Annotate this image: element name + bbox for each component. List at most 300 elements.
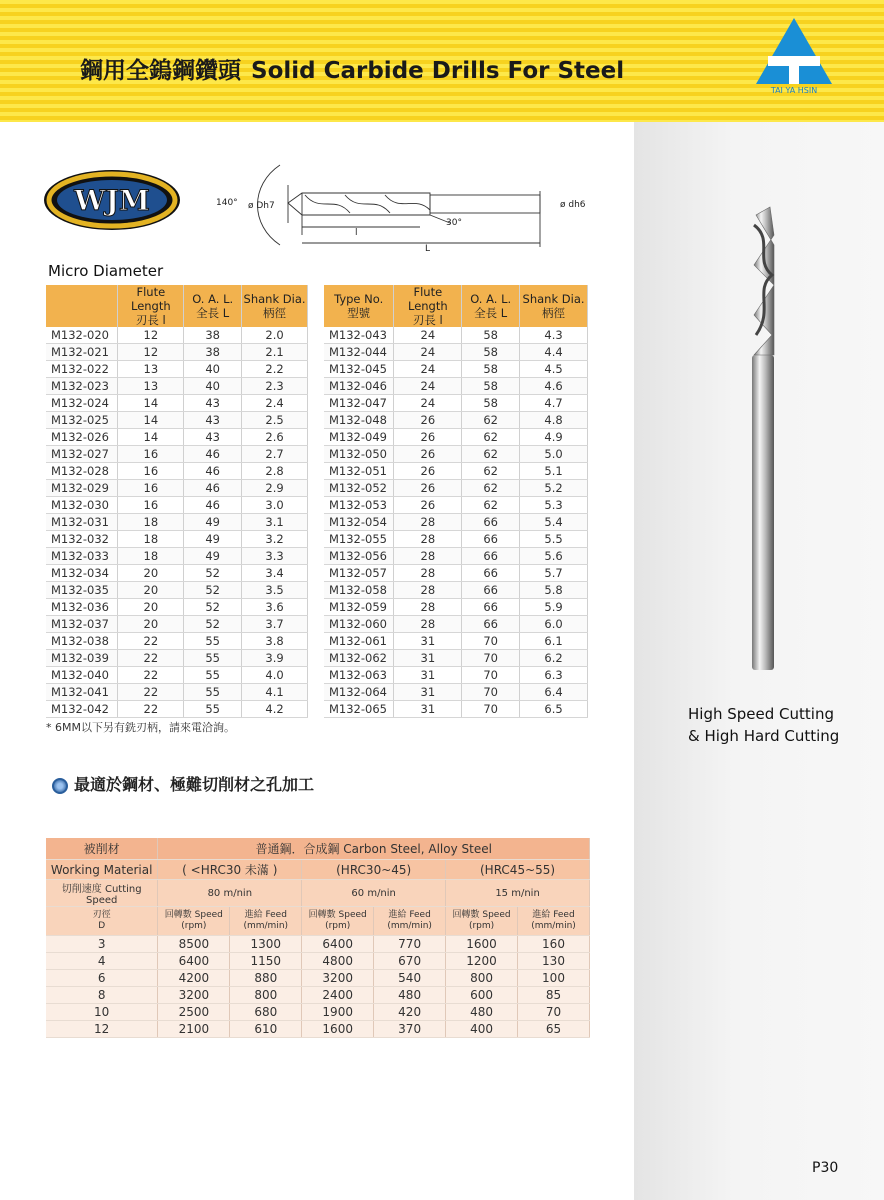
type-no-cell: M132-040 <box>46 667 118 684</box>
shank-dia-cell: 5.4 <box>520 514 588 531</box>
cutting-conditions-table <box>46 838 590 1038</box>
oal-cell: 46 <box>184 446 242 463</box>
oal-cell: 66 <box>462 531 520 548</box>
rpm-cell: 4200 <box>158 970 230 987</box>
wjm-logo-text: WJM <box>74 184 150 217</box>
table-row <box>324 446 588 463</box>
shank-dia-cell: 2.4 <box>242 395 308 412</box>
flute-length-cell: 24 <box>394 344 462 361</box>
table-row <box>324 684 588 701</box>
flute-length-cell: 26 <box>394 480 462 497</box>
flute-length-cell: 31 <box>394 633 462 650</box>
shank-dia-cell: 4.4 <box>520 344 588 361</box>
oal-cell: 55 <box>184 684 242 701</box>
shank-dia-cell: 6.0 <box>520 616 588 633</box>
type-no-cell: M132-035 <box>46 582 118 599</box>
flute-length-cell: 26 <box>394 429 462 446</box>
shank-dia-cell: 4.9 <box>520 429 588 446</box>
oal-cell: 70 <box>462 650 520 667</box>
shank-dia-cell: 5.6 <box>520 548 588 565</box>
bullet-icon <box>52 778 68 794</box>
diameter-cell: 10 <box>46 1004 158 1021</box>
rpm-cell: 2400 <box>302 987 374 1004</box>
oal-cell: 49 <box>184 531 242 548</box>
shank-dia-cell: 2.2 <box>242 361 308 378</box>
shank-dia-cell: 6.1 <box>520 633 588 650</box>
table-row <box>324 667 588 684</box>
type-no-cell: M132-063 <box>324 667 394 684</box>
page-title <box>80 52 624 85</box>
flute-length-cell: 28 <box>394 531 462 548</box>
drill-photo-icon <box>744 205 784 675</box>
shank-dia-cell: 4.6 <box>520 378 588 395</box>
shank-dia-cell: 3.7 <box>242 616 308 633</box>
shank-dia-cell: 5.9 <box>520 599 588 616</box>
type-no-cell: M132-029 <box>46 480 118 497</box>
feed-cell: 680 <box>230 1004 302 1021</box>
oal-cell: 52 <box>184 582 242 599</box>
shank-dia-cell: 5.2 <box>520 480 588 497</box>
helix-label: 30° <box>446 218 462 228</box>
type-no-cell: M132-054 <box>324 514 394 531</box>
rpm-cell: 8500 <box>158 936 230 953</box>
speed-2: 60 m/nin <box>302 880 446 907</box>
rpm-cell: 400 <box>446 1021 518 1038</box>
angle-label: 140° <box>216 198 238 208</box>
rpm-cell: 600 <box>446 987 518 1004</box>
table-row <box>324 531 588 548</box>
spec-table-left <box>46 285 308 718</box>
type-no-cell: M132-062 <box>324 650 394 667</box>
table-row <box>46 970 590 987</box>
flute-length-cell: 28 <box>394 582 462 599</box>
rpm-header: 回轉數 Speed (rpm) <box>446 907 518 936</box>
rpm-cell: 480 <box>446 1004 518 1021</box>
oal-cell: 70 <box>462 633 520 650</box>
speed-label: 切削速度 Cutting Speed <box>46 880 158 907</box>
shank-dia-cell: 6.2 <box>520 650 588 667</box>
shank-dia-cell: 2.3 <box>242 378 308 395</box>
oal-cell: 52 <box>184 599 242 616</box>
diameter-header: 刃徑 D <box>46 907 158 936</box>
type-no-cell: M132-023 <box>46 378 118 395</box>
shank-dia-cell: 6.5 <box>520 701 588 718</box>
diameter-cell: 12 <box>46 1021 158 1038</box>
table-row <box>324 565 588 582</box>
hardness-group-3: (HRC45~55) <box>446 860 590 880</box>
flute-length-label: l <box>355 228 358 238</box>
type-no-cell: M132-065 <box>324 701 394 718</box>
flute-length-cell: 22 <box>118 650 184 667</box>
oal-cell: 66 <box>462 565 520 582</box>
table-row <box>46 412 308 429</box>
feed-cell: 770 <box>374 936 446 953</box>
flute-length-cell: 24 <box>394 378 462 395</box>
diameter-cell: 8 <box>46 987 158 1004</box>
feed-cell: 800 <box>230 987 302 1004</box>
type-no-cell: M132-047 <box>324 395 394 412</box>
flute-length-cell: 28 <box>394 548 462 565</box>
oal-cell: 43 <box>184 395 242 412</box>
type-no-cell: M132-041 <box>46 684 118 701</box>
shank-dia-cell: 5.7 <box>520 565 588 582</box>
oal-cell: 62 <box>462 497 520 514</box>
type-no-cell: M132-028 <box>46 463 118 480</box>
material-en: Working Material <box>46 860 158 880</box>
oal-cell: 58 <box>462 361 520 378</box>
feed-cell: 65 <box>518 1021 590 1038</box>
oal-cell: 46 <box>184 497 242 514</box>
table-row <box>46 633 308 650</box>
type-no-cell: M132-045 <box>324 361 394 378</box>
type-no-cell: M132-053 <box>324 497 394 514</box>
table-row <box>324 344 588 361</box>
type-no-cell: M132-031 <box>46 514 118 531</box>
table-row <box>46 565 308 582</box>
feed-cell: 480 <box>374 987 446 1004</box>
flute-length-cell: 16 <box>118 446 184 463</box>
shank-dia-cell: 3.5 <box>242 582 308 599</box>
table-row <box>324 361 588 378</box>
type-no-cell: M132-055 <box>324 531 394 548</box>
table-row <box>324 701 588 718</box>
flute-length-cell: 13 <box>118 378 184 395</box>
oal-cell: 62 <box>462 480 520 497</box>
flute-length-cell: 16 <box>118 497 184 514</box>
table-row <box>46 480 308 497</box>
type-no-cell: M132-044 <box>324 344 394 361</box>
spec-table-right <box>324 285 588 718</box>
oal-cell: 40 <box>184 361 242 378</box>
feed-cell: 130 <box>518 953 590 970</box>
type-no-cell: M132-033 <box>46 548 118 565</box>
table-row <box>46 395 308 412</box>
shank-dia-cell: 4.1 <box>242 684 308 701</box>
side-caption-line2: & High Hard Cutting <box>688 727 840 745</box>
oal-cell: 43 <box>184 429 242 446</box>
table-row <box>324 429 588 446</box>
flute-header: Flute Length 刃長 l <box>118 285 184 327</box>
feed-cell: 670 <box>374 953 446 970</box>
shank-dia-cell: 6.4 <box>520 684 588 701</box>
flute-length-cell: 26 <box>394 412 462 429</box>
feed-cell: 610 <box>230 1021 302 1038</box>
rpm-cell: 3200 <box>302 970 374 987</box>
steel-header: 普通鋼．合成鋼 Carbon Steel, Alloy Steel <box>158 838 590 860</box>
flute-length-cell: 26 <box>394 497 462 514</box>
flute-length-cell: 26 <box>394 446 462 463</box>
page-number: P30 <box>812 1160 839 1176</box>
dh6-label: ø dh6 <box>560 200 586 210</box>
shank-dia-cell: 4.0 <box>242 667 308 684</box>
table-row <box>46 616 308 633</box>
type-no-cell: M132-061 <box>324 633 394 650</box>
shank-dia-cell: 3.2 <box>242 531 308 548</box>
table-row <box>46 531 308 548</box>
shank-dia-cell: 4.2 <box>242 701 308 718</box>
table-row <box>324 616 588 633</box>
shank-dia-cell: 2.1 <box>242 344 308 361</box>
table-row <box>46 599 308 616</box>
flute-length-cell: 12 <box>118 327 184 344</box>
type-no-cell: M132-056 <box>324 548 394 565</box>
flute-length-cell: 28 <box>394 514 462 531</box>
type-no-cell: M132-027 <box>46 446 118 463</box>
type-header <box>46 285 118 327</box>
feed-header: 進給 Feed (mm/min) <box>518 907 590 936</box>
table-row <box>46 1004 590 1021</box>
rpm-cell: 2500 <box>158 1004 230 1021</box>
type-no-cell: M132-034 <box>46 565 118 582</box>
feed-header: 進給 Feed (mm/min) <box>374 907 446 936</box>
shank-dia-cell: 2.7 <box>242 446 308 463</box>
feed-cell: 540 <box>374 970 446 987</box>
oal-header: O. A. L. 全長 L <box>184 285 242 327</box>
flute-length-cell: 24 <box>394 361 462 378</box>
flute-length-cell: 22 <box>118 701 184 718</box>
oal-cell: 43 <box>184 412 242 429</box>
shank-dia-cell: 3.8 <box>242 633 308 650</box>
rpm-cell: 1200 <box>446 953 518 970</box>
oal-cell: 55 <box>184 701 242 718</box>
type-no-cell: M132-048 <box>324 412 394 429</box>
table-row <box>324 548 588 565</box>
oal-cell: 62 <box>462 463 520 480</box>
table-row <box>46 987 590 1004</box>
flute-length-cell: 16 <box>118 480 184 497</box>
type-no-cell: M132-042 <box>46 701 118 718</box>
flute-length-cell: 31 <box>394 684 462 701</box>
flute-length-cell: 12 <box>118 344 184 361</box>
oal-cell: 52 <box>184 565 242 582</box>
rpm-cell: 1900 <box>302 1004 374 1021</box>
table-row <box>324 633 588 650</box>
oal-cell: 70 <box>462 701 520 718</box>
oal-cell: 66 <box>462 616 520 633</box>
feed-cell: 85 <box>518 987 590 1004</box>
type-no-cell: M132-058 <box>324 582 394 599</box>
type-no-cell: M132-057 <box>324 565 394 582</box>
drill-diagram <box>210 155 610 255</box>
diameter-cell: 4 <box>46 953 158 970</box>
table-row <box>324 599 588 616</box>
type-no-cell: M132-051 <box>324 463 394 480</box>
table-row <box>324 327 588 344</box>
flute-length-cell: 28 <box>394 599 462 616</box>
title-zh: 鋼用全鎢鋼鑽頭 <box>80 58 241 84</box>
type-no-cell: M132-052 <box>324 480 394 497</box>
oal-cell: 58 <box>462 327 520 344</box>
oal-cell: 55 <box>184 633 242 650</box>
table-row <box>46 361 308 378</box>
table-row <box>324 480 588 497</box>
oal-header: O. A. L. 全長 L <box>462 285 520 327</box>
flute-length-cell: 22 <box>118 667 184 684</box>
shank-dia-cell: 2.0 <box>242 327 308 344</box>
shank-dia-cell: 2.9 <box>242 480 308 497</box>
oal-cell: 58 <box>462 378 520 395</box>
table-row <box>46 953 590 970</box>
rpm-cell: 800 <box>446 970 518 987</box>
shank-dia-cell: 3.6 <box>242 599 308 616</box>
shank-header: Shank Dia. 柄徑 <box>520 285 588 327</box>
oal-cell: 70 <box>462 667 520 684</box>
oal-cell: 55 <box>184 650 242 667</box>
table-row <box>324 650 588 667</box>
shank-dia-cell: 3.4 <box>242 565 308 582</box>
oal-cell: 55 <box>184 667 242 684</box>
flute-length-cell: 22 <box>118 633 184 650</box>
rpm-cell: 6400 <box>302 936 374 953</box>
type-no-cell: M132-049 <box>324 429 394 446</box>
flute-length-cell: 31 <box>394 701 462 718</box>
flute-length-cell: 28 <box>394 616 462 633</box>
rpm-header: 回轉數 Speed (rpm) <box>158 907 230 936</box>
shank-dia-cell: 2.5 <box>242 412 308 429</box>
table-row <box>46 667 308 684</box>
material-zh: 被削材 <box>46 838 158 860</box>
oal-cell: 49 <box>184 514 242 531</box>
type-no-cell: M132-026 <box>46 429 118 446</box>
type-no-cell: M132-020 <box>46 327 118 344</box>
oal-cell: 62 <box>462 412 520 429</box>
oal-cell: 49 <box>184 548 242 565</box>
flute-length-cell: 18 <box>118 531 184 548</box>
feed-cell: 100 <box>518 970 590 987</box>
feed-cell: 370 <box>374 1021 446 1038</box>
type-no-cell: M132-022 <box>46 361 118 378</box>
table-row <box>46 1021 590 1038</box>
type-no-cell: M132-060 <box>324 616 394 633</box>
type-no-cell: M132-024 <box>46 395 118 412</box>
type-no-cell: M132-030 <box>46 497 118 514</box>
flute-length-cell: 13 <box>118 361 184 378</box>
feature-heading <box>52 772 314 795</box>
table-row <box>46 378 308 395</box>
speed-3: 15 m/nin <box>446 880 590 907</box>
rpm-cell: 3200 <box>158 987 230 1004</box>
side-caption-line1: High Speed Cutting <box>688 705 834 723</box>
table-row <box>46 936 590 953</box>
shank-dia-cell: 2.8 <box>242 463 308 480</box>
table-row <box>46 344 308 361</box>
type-no-cell: M132-059 <box>324 599 394 616</box>
oal-cell: 52 <box>184 616 242 633</box>
table-row <box>46 701 308 718</box>
feed-cell: 160 <box>518 936 590 953</box>
brand-name: TAI YA HSIN <box>770 86 818 95</box>
table-row <box>46 548 308 565</box>
shank-dia-cell: 4.3 <box>520 327 588 344</box>
table-row <box>324 412 588 429</box>
diameter-cell: 6 <box>46 970 158 987</box>
feed-cell: 1150 <box>230 953 302 970</box>
shank-dia-cell: 3.1 <box>242 514 308 531</box>
type-header: Type No. 型號 <box>324 285 394 327</box>
section-label: Micro Diameter <box>48 262 164 280</box>
type-no-cell: M132-038 <box>46 633 118 650</box>
flute-length-cell: 20 <box>118 616 184 633</box>
shank-dia-cell: 4.8 <box>520 412 588 429</box>
flute-length-cell: 20 <box>118 565 184 582</box>
rpm-cell: 6400 <box>158 953 230 970</box>
shank-dia-cell: 5.0 <box>520 446 588 463</box>
oal-cell: 66 <box>462 582 520 599</box>
type-no-cell: M132-039 <box>46 650 118 667</box>
table-row <box>324 378 588 395</box>
oal-cell: 70 <box>462 684 520 701</box>
oal-cell: 46 <box>184 463 242 480</box>
table-row <box>46 327 308 344</box>
rpm-cell: 1600 <box>446 936 518 953</box>
shank-dia-cell: 5.5 <box>520 531 588 548</box>
table-row <box>46 446 308 463</box>
shank-dia-cell: 4.7 <box>520 395 588 412</box>
hardness-group-2: (HRC30~45) <box>302 860 446 880</box>
table-row <box>324 582 588 599</box>
table-row <box>46 684 308 701</box>
dh7-label: ø Dh7 <box>248 201 275 211</box>
shank-dia-cell: 2.6 <box>242 429 308 446</box>
flute-length-cell: 22 <box>118 684 184 701</box>
shank-header: Shank Dia. 柄徑 <box>242 285 308 327</box>
oal-cell: 38 <box>184 344 242 361</box>
flute-length-cell: 31 <box>394 667 462 684</box>
shank-dia-cell: 5.1 <box>520 463 588 480</box>
shank-dia-cell: 5.8 <box>520 582 588 599</box>
hardness-group-1: ( <HRC30 未滿 ) <box>158 860 302 880</box>
type-no-cell: M132-036 <box>46 599 118 616</box>
table-row <box>46 582 308 599</box>
oal-cell: 46 <box>184 480 242 497</box>
flute-length-cell: 28 <box>394 565 462 582</box>
rpm-cell: 1600 <box>302 1021 374 1038</box>
oal-cell: 58 <box>462 344 520 361</box>
side-caption <box>688 703 839 747</box>
flute-length-cell: 20 <box>118 582 184 599</box>
oal-cell: 62 <box>462 429 520 446</box>
oal-cell: 66 <box>462 548 520 565</box>
oal-cell: 40 <box>184 378 242 395</box>
type-no-cell: M132-021 <box>46 344 118 361</box>
shank-dia-cell: 4.5 <box>520 361 588 378</box>
shank-dia-cell: 3.3 <box>242 548 308 565</box>
flute-length-cell: 14 <box>118 395 184 412</box>
feed-cell: 1300 <box>230 936 302 953</box>
oal-cell: 66 <box>462 599 520 616</box>
table-row <box>46 497 308 514</box>
type-no-cell: M132-050 <box>324 446 394 463</box>
speed-1: 80 m/nin <box>158 880 302 907</box>
table-row <box>46 429 308 446</box>
flute-length-cell: 31 <box>394 650 462 667</box>
type-no-cell: M132-032 <box>46 531 118 548</box>
feed-cell: 420 <box>374 1004 446 1021</box>
title-en: Solid Carbide Drills For Steel <box>251 58 625 84</box>
oal-cell: 62 <box>462 446 520 463</box>
type-no-cell: M132-025 <box>46 412 118 429</box>
overall-length-label: L <box>425 244 431 254</box>
flute-length-cell: 20 <box>118 599 184 616</box>
table-row <box>46 650 308 667</box>
shank-dia-cell: 3.9 <box>242 650 308 667</box>
flute-length-cell: 18 <box>118 548 184 565</box>
flute-length-cell: 26 <box>394 463 462 480</box>
feed-cell: 880 <box>230 970 302 987</box>
table-row <box>46 463 308 480</box>
flute-length-cell: 16 <box>118 463 184 480</box>
oal-cell: 58 <box>462 395 520 412</box>
